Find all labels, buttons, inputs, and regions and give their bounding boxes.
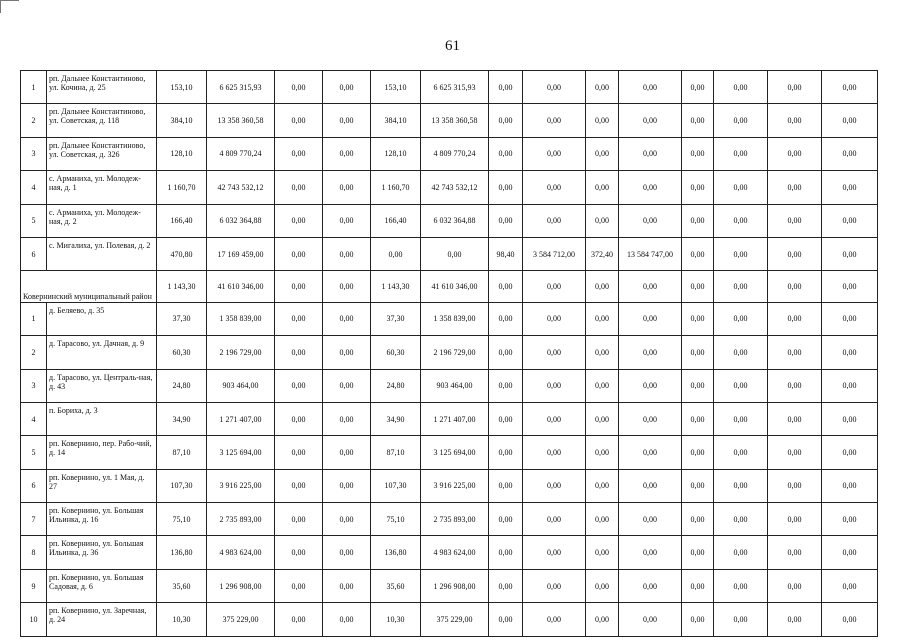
value-cell: 0,00 <box>714 469 768 502</box>
value-cell: 17 169 459,00 <box>207 237 275 270</box>
value-cell: 0,00 <box>586 104 619 137</box>
value-cell: 6 625 315,93 <box>207 71 275 104</box>
address-cell: д. Беляево, д. 35 <box>47 302 157 335</box>
value-cell: 0,00 <box>275 336 323 369</box>
value-cell: 0,00 <box>619 336 682 369</box>
value-cell: 98,40 <box>489 237 523 270</box>
value-cell: 37,30 <box>371 302 421 335</box>
value-cell: 0,00 <box>275 104 323 137</box>
value-cell: 0,00 <box>275 402 323 435</box>
address-cell: рп. Ковернино, ул. Большая Ильинка, д. 36 <box>47 536 157 569</box>
value-cell: 1 358 839,00 <box>421 302 489 335</box>
district-row <box>21 271 878 302</box>
value-cell: 0,00 <box>586 171 619 204</box>
value-cell: 0,00 <box>714 237 768 270</box>
value-cell: 60,30 <box>371 336 421 369</box>
value-cell: 0,00 <box>714 369 768 402</box>
value-cell: 384,10 <box>157 104 207 137</box>
value-cell: 0,00 <box>822 302 878 335</box>
value-cell: 0,00 <box>323 137 371 170</box>
value-cell: 0,00 <box>714 171 768 204</box>
value-cell: 0,00 <box>586 204 619 237</box>
value-cell: 0,00 <box>523 402 586 435</box>
value-cell: 0,00 <box>275 436 323 469</box>
value-cell: 87,10 <box>371 436 421 469</box>
value-cell: 0,00 <box>619 536 682 569</box>
value-cell: 0,00 <box>489 569 523 602</box>
value-cell: 0,00 <box>714 204 768 237</box>
table-row <box>21 469 878 502</box>
value-cell: 0,00 <box>682 603 714 636</box>
table-row <box>21 569 878 602</box>
value-cell: 34,90 <box>157 402 207 435</box>
value-cell: 375 229,00 <box>207 603 275 636</box>
value-cell: 6 032 364,88 <box>207 204 275 237</box>
value-cell: 0,00 <box>586 369 619 402</box>
value-cell: 37,30 <box>157 302 207 335</box>
address-cell: д. Тарасово, ул. Дачная, д. 9 <box>47 336 157 369</box>
value-cell: 0,00 <box>523 436 586 469</box>
value-cell: 0,00 <box>275 171 323 204</box>
value-cell: 0,00 <box>323 436 371 469</box>
value-cell: 0,00 <box>619 204 682 237</box>
value-cell: 0,00 <box>822 569 878 602</box>
value-cell: 0,00 <box>275 503 323 536</box>
value-cell: 0,00 <box>714 436 768 469</box>
value-cell: 0,00 <box>275 569 323 602</box>
value-cell: 87,10 <box>157 436 207 469</box>
value-cell: 0,00 <box>586 503 619 536</box>
value-cell: 0,00 <box>275 536 323 569</box>
row-number: 10 <box>21 603 47 636</box>
value-cell: 0,00 <box>619 503 682 536</box>
table-row <box>21 503 878 536</box>
data-table <box>20 70 878 637</box>
value-cell: 0,00 <box>489 71 523 104</box>
value-cell: 0,00 <box>714 503 768 536</box>
value-cell: 34,90 <box>371 402 421 435</box>
value-cell: 0,00 <box>822 436 878 469</box>
value-cell: 0,00 <box>619 369 682 402</box>
table-body <box>21 71 878 637</box>
value-cell: 0,00 <box>822 71 878 104</box>
value-cell: 0,00 <box>714 137 768 170</box>
row-number: 9 <box>21 569 47 602</box>
value-cell: 0,00 <box>619 271 682 302</box>
value-cell: 0,00 <box>822 402 878 435</box>
value-cell: 0,00 <box>768 536 822 569</box>
value-cell: 0,00 <box>323 569 371 602</box>
scan-corner-mark <box>0 0 19 13</box>
value-cell: 1 143,30 <box>371 271 421 302</box>
value-cell: 0,00 <box>323 369 371 402</box>
value-cell: 0,00 <box>323 302 371 335</box>
value-cell: 0,00 <box>714 71 768 104</box>
value-cell: 0,00 <box>323 603 371 636</box>
value-cell: 42 743 532,12 <box>207 171 275 204</box>
address-cell: рп. Ковернино, ул. 1 Мая, д. 27 <box>47 469 157 502</box>
row-number: 1 <box>21 302 47 335</box>
value-cell: 0,00 <box>586 336 619 369</box>
value-cell: 0,00 <box>768 71 822 104</box>
address-cell: с. Арманиха, ул. Молодеж-ная, д. 2 <box>47 204 157 237</box>
value-cell: 0,00 <box>619 171 682 204</box>
address-cell: с. Мигалиха, ул. Полевая, д. 2 <box>47 237 157 270</box>
value-cell: 3 916 225,00 <box>421 469 489 502</box>
value-cell: 0,00 <box>768 171 822 204</box>
value-cell: 10,30 <box>371 603 421 636</box>
value-cell: 0,00 <box>489 436 523 469</box>
table-row <box>21 71 878 104</box>
value-cell: 0,00 <box>523 536 586 569</box>
value-cell: 0,00 <box>523 569 586 602</box>
value-cell: 24,80 <box>157 369 207 402</box>
address-cell: рп. Ковернино, пер. Рабо-чий, д. 14 <box>47 436 157 469</box>
table-row <box>21 369 878 402</box>
value-cell: 0,00 <box>421 237 489 270</box>
value-cell: 0,00 <box>619 402 682 435</box>
value-cell: 0,00 <box>489 302 523 335</box>
value-cell: 0,00 <box>682 569 714 602</box>
value-cell: 0,00 <box>619 71 682 104</box>
value-cell: 4 983 624,00 <box>207 536 275 569</box>
value-cell: 0,00 <box>275 204 323 237</box>
value-cell: 1 271 407,00 <box>421 402 489 435</box>
value-cell: 0,00 <box>275 271 323 302</box>
value-cell: 0,00 <box>768 569 822 602</box>
value-cell: 0,00 <box>768 469 822 502</box>
row-number: 5 <box>21 204 47 237</box>
value-cell: 1 143,30 <box>157 271 207 302</box>
value-cell: 3 125 694,00 <box>421 436 489 469</box>
value-cell: 903 464,00 <box>421 369 489 402</box>
value-cell: 0,00 <box>682 271 714 302</box>
value-cell: 0,00 <box>682 469 714 502</box>
address-cell: п. Бориха, д. 3 <box>47 402 157 435</box>
value-cell: 0,00 <box>586 469 619 502</box>
value-cell: 1 271 407,00 <box>207 402 275 435</box>
value-cell: 0,00 <box>323 71 371 104</box>
value-cell: 0,00 <box>489 271 523 302</box>
table-row <box>21 171 878 204</box>
value-cell: 0,00 <box>489 536 523 569</box>
table-row <box>21 204 878 237</box>
table-row <box>21 137 878 170</box>
value-cell: 0,00 <box>523 271 586 302</box>
value-cell: 0,00 <box>489 402 523 435</box>
value-cell: 0,00 <box>682 237 714 270</box>
value-cell: 0,00 <box>619 104 682 137</box>
value-cell: 24,80 <box>371 369 421 402</box>
value-cell: 470,80 <box>157 237 207 270</box>
value-cell: 0,00 <box>323 237 371 270</box>
value-cell: 4 983 624,00 <box>421 536 489 569</box>
value-cell: 0,00 <box>523 171 586 204</box>
table-row <box>21 603 878 636</box>
value-cell: 4 809 770,24 <box>207 137 275 170</box>
address-cell: рп. Ковернино, ул. Большая Ильинка, д. 16 <box>47 503 157 536</box>
value-cell: 75,10 <box>157 503 207 536</box>
value-cell: 1 296 908,00 <box>421 569 489 602</box>
value-cell: 0,00 <box>586 302 619 335</box>
value-cell: 384,10 <box>371 104 421 137</box>
value-cell: 0,00 <box>768 436 822 469</box>
value-cell: 0,00 <box>768 137 822 170</box>
table-row <box>21 237 878 270</box>
value-cell: 136,80 <box>371 536 421 569</box>
value-cell: 0,00 <box>489 603 523 636</box>
value-cell: 0,00 <box>682 536 714 569</box>
row-number: 2 <box>21 336 47 369</box>
value-cell: 0,00 <box>682 171 714 204</box>
value-cell: 0,00 <box>586 536 619 569</box>
value-cell: 13 358 360,58 <box>207 104 275 137</box>
row-number: 4 <box>21 402 47 435</box>
value-cell: 0,00 <box>768 237 822 270</box>
value-cell: 903 464,00 <box>207 369 275 402</box>
value-cell: 13 358 360,58 <box>421 104 489 137</box>
value-cell: 0,00 <box>714 336 768 369</box>
value-cell: 0,00 <box>586 71 619 104</box>
value-cell: 128,10 <box>371 137 421 170</box>
value-cell: 0,00 <box>714 402 768 435</box>
value-cell: 0,00 <box>323 204 371 237</box>
row-number: 7 <box>21 503 47 536</box>
value-cell: 0,00 <box>714 569 768 602</box>
value-cell: 0,00 <box>523 469 586 502</box>
value-cell: 0,00 <box>275 71 323 104</box>
value-cell: 13 584 747,00 <box>619 237 682 270</box>
table-row <box>21 436 878 469</box>
value-cell: 0,00 <box>523 503 586 536</box>
value-cell: 0,00 <box>682 137 714 170</box>
value-cell: 0,00 <box>489 336 523 369</box>
value-cell: 0,00 <box>619 569 682 602</box>
value-cell: 0,00 <box>682 336 714 369</box>
value-cell: 6 625 315,93 <box>421 71 489 104</box>
value-cell: 0,00 <box>523 137 586 170</box>
value-cell: 0,00 <box>822 336 878 369</box>
value-cell: 10,30 <box>157 603 207 636</box>
address-cell: рп. Ковернино, ул. Заречная, д. 24 <box>47 603 157 636</box>
value-cell: 0,00 <box>682 402 714 435</box>
table-row <box>21 302 878 335</box>
value-cell: 41 610 346,00 <box>207 271 275 302</box>
value-cell: 0,00 <box>489 503 523 536</box>
value-cell: 1 160,70 <box>157 171 207 204</box>
value-cell: 0,00 <box>619 603 682 636</box>
value-cell: 0,00 <box>275 237 323 270</box>
value-cell: 0,00 <box>323 402 371 435</box>
value-cell: 0,00 <box>822 369 878 402</box>
value-cell: 0,00 <box>714 104 768 137</box>
value-cell: 0,00 <box>714 302 768 335</box>
value-cell: 0,00 <box>768 402 822 435</box>
value-cell: 42 743 532,12 <box>421 171 489 204</box>
value-cell: 128,10 <box>157 137 207 170</box>
value-cell: 375 229,00 <box>421 603 489 636</box>
value-cell: 0,00 <box>275 137 323 170</box>
value-cell: 0,00 <box>768 369 822 402</box>
value-cell: 0,00 <box>619 302 682 335</box>
address-cell: рп. Дальнее Константиново, ул. Кочина, д. 25 <box>47 71 157 104</box>
value-cell: 0,00 <box>323 336 371 369</box>
value-cell: 1 358 839,00 <box>207 302 275 335</box>
value-cell: 0,00 <box>586 137 619 170</box>
value-cell: 0,00 <box>619 436 682 469</box>
value-cell: 0,00 <box>822 536 878 569</box>
value-cell: 107,30 <box>157 469 207 502</box>
district-name: Ковернинский муниципальный район <box>21 271 157 302</box>
value-cell: 0,00 <box>682 204 714 237</box>
value-cell: 0,00 <box>682 369 714 402</box>
value-cell: 0,00 <box>822 204 878 237</box>
value-cell: 0,00 <box>371 237 421 270</box>
value-cell: 0,00 <box>586 402 619 435</box>
row-number: 3 <box>21 369 47 402</box>
value-cell: 0,00 <box>822 603 878 636</box>
value-cell: 0,00 <box>586 436 619 469</box>
value-cell: 3 916 225,00 <box>207 469 275 502</box>
value-cell: 2 735 893,00 <box>207 503 275 536</box>
value-cell: 0,00 <box>768 104 822 137</box>
value-cell: 0,00 <box>523 302 586 335</box>
value-cell: 0,00 <box>523 603 586 636</box>
value-cell: 0,00 <box>822 237 878 270</box>
address-cell: рп. Дальнее Константиново, ул. Советская, д. 326 <box>47 137 157 170</box>
value-cell: 0,00 <box>323 104 371 137</box>
value-cell: 0,00 <box>682 104 714 137</box>
value-cell: 3 125 694,00 <box>207 436 275 469</box>
value-cell: 6 032 364,88 <box>421 204 489 237</box>
value-cell: 0,00 <box>275 469 323 502</box>
value-cell: 0,00 <box>619 137 682 170</box>
value-cell: 0,00 <box>822 104 878 137</box>
value-cell: 0,00 <box>822 469 878 502</box>
value-cell: 0,00 <box>323 171 371 204</box>
value-cell: 0,00 <box>275 302 323 335</box>
row-number: 2 <box>21 104 47 137</box>
value-cell: 0,00 <box>523 104 586 137</box>
value-cell: 153,10 <box>371 71 421 104</box>
value-cell: 0,00 <box>768 603 822 636</box>
value-cell: 1 296 908,00 <box>207 569 275 602</box>
value-cell: 2 196 729,00 <box>207 336 275 369</box>
row-number: 5 <box>21 436 47 469</box>
value-cell: 166,40 <box>157 204 207 237</box>
value-cell: 0,00 <box>489 171 523 204</box>
row-number: 1 <box>21 71 47 104</box>
value-cell: 0,00 <box>323 536 371 569</box>
row-number: 4 <box>21 171 47 204</box>
value-cell: 35,60 <box>371 569 421 602</box>
value-cell: 0,00 <box>822 271 878 302</box>
value-cell: 4 809 770,24 <box>421 137 489 170</box>
row-number: 8 <box>21 536 47 569</box>
value-cell: 136,80 <box>157 536 207 569</box>
value-cell: 0,00 <box>586 569 619 602</box>
value-cell: 0,00 <box>682 436 714 469</box>
table-row <box>21 336 878 369</box>
address-cell: рп. Дальнее Константиново, ул. Советская, д. 118 <box>47 104 157 137</box>
value-cell: 0,00 <box>523 71 586 104</box>
value-cell: 166,40 <box>371 204 421 237</box>
value-cell: 0,00 <box>714 536 768 569</box>
value-cell: 0,00 <box>768 503 822 536</box>
value-cell: 3 584 712,00 <box>523 237 586 270</box>
value-cell: 372,40 <box>586 237 619 270</box>
value-cell: 0,00 <box>714 603 768 636</box>
value-cell: 0,00 <box>768 302 822 335</box>
page-number: 61 <box>445 38 460 54</box>
value-cell: 0,00 <box>619 469 682 502</box>
value-cell: 0,00 <box>489 469 523 502</box>
value-cell: 35,60 <box>157 569 207 602</box>
value-cell: 60,30 <box>157 336 207 369</box>
value-cell: 0,00 <box>822 137 878 170</box>
value-cell: 0,00 <box>489 369 523 402</box>
value-cell: 0,00 <box>682 503 714 536</box>
value-cell: 0,00 <box>489 204 523 237</box>
value-cell: 0,00 <box>682 302 714 335</box>
row-number: 3 <box>21 137 47 170</box>
table-row <box>21 402 878 435</box>
table-row <box>21 104 878 137</box>
value-cell: 0,00 <box>768 204 822 237</box>
value-cell: 0,00 <box>682 71 714 104</box>
table-row <box>21 536 878 569</box>
value-cell: 75,10 <box>371 503 421 536</box>
value-cell: 107,30 <box>371 469 421 502</box>
value-cell: 0,00 <box>275 369 323 402</box>
value-cell: 2 196 729,00 <box>421 336 489 369</box>
value-cell: 0,00 <box>822 171 878 204</box>
value-cell: 0,00 <box>523 369 586 402</box>
value-cell: 0,00 <box>523 336 586 369</box>
value-cell: 41 610 346,00 <box>421 271 489 302</box>
value-cell: 0,00 <box>489 137 523 170</box>
value-cell: 0,00 <box>323 469 371 502</box>
value-cell: 0,00 <box>768 336 822 369</box>
value-cell: 2 735 893,00 <box>421 503 489 536</box>
value-cell: 0,00 <box>489 104 523 137</box>
value-cell: 0,00 <box>714 271 768 302</box>
value-cell: 0,00 <box>586 271 619 302</box>
value-cell: 0,00 <box>523 204 586 237</box>
address-cell: с. Арманиха, ул. Молодеж-ная, д. 1 <box>47 171 157 204</box>
value-cell: 0,00 <box>275 603 323 636</box>
value-cell: 0,00 <box>323 503 371 536</box>
value-cell: 153,10 <box>157 71 207 104</box>
value-cell: 0,00 <box>323 271 371 302</box>
value-cell: 0,00 <box>586 603 619 636</box>
row-number: 6 <box>21 469 47 502</box>
address-cell: д. Тарасово, ул. Централь-ная, д. 43 <box>47 369 157 402</box>
address-cell: рп. Ковернино, ул. Большая Садовая, д. 6 <box>47 569 157 602</box>
value-cell: 0,00 <box>822 503 878 536</box>
value-cell: 1 160,70 <box>371 171 421 204</box>
row-number: 6 <box>21 237 47 270</box>
value-cell: 0,00 <box>768 271 822 302</box>
